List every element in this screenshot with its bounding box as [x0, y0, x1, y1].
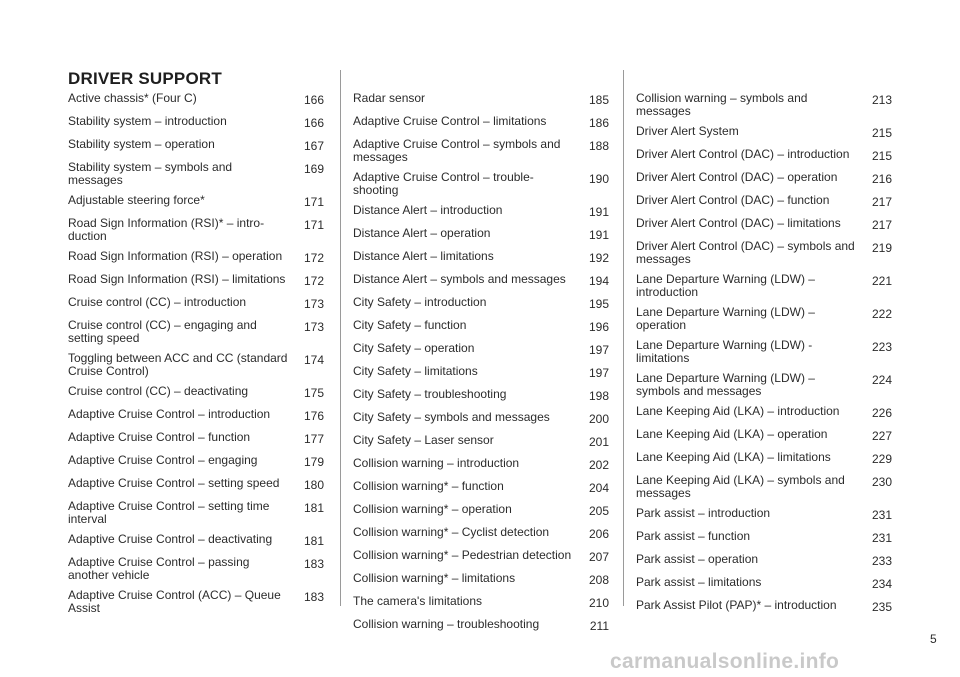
toc-entry-page: 219	[871, 241, 892, 255]
toc-entry-page: 181	[303, 534, 324, 548]
toc-entry[interactable]	[353, 388, 609, 403]
toc-entry[interactable]	[636, 553, 892, 568]
toc-entry-page: 205	[588, 504, 609, 518]
toc-entry[interactable]	[353, 411, 609, 426]
toc-entry-page: 185	[588, 93, 609, 107]
toc-entry-title: Driver Alert Control (DAC) – operation	[636, 170, 838, 184]
toc-entry-title: City Safety – troubleshooting	[353, 387, 507, 401]
toc-entry-page: 223	[871, 340, 892, 354]
toc-entry[interactable]	[636, 217, 892, 232]
toc-entry-title: Driver Alert Control (DAC) – function	[636, 193, 830, 207]
toc-entry[interactable]	[636, 339, 892, 365]
toc-entry-page: 197	[588, 343, 609, 357]
toc-entry[interactable]	[353, 365, 609, 380]
toc-entry-title: Collision warning – symbols and messages	[636, 91, 808, 118]
toc-entry[interactable]	[68, 138, 324, 153]
toc-entry-page: 224	[871, 373, 892, 387]
toc-entry-page: 213	[871, 93, 892, 107]
toc-entry[interactable]	[636, 507, 892, 522]
toc-entry-page: 230	[871, 475, 892, 489]
toc-entry-page: 175	[303, 386, 324, 400]
column-divider	[623, 70, 624, 606]
toc-entry[interactable]	[68, 296, 324, 311]
section-heading: DRIVER SUPPORT	[68, 69, 222, 88]
toc-entry[interactable]	[353, 434, 609, 449]
toc-entry-title: Adaptive Cruise Control – introduction	[68, 407, 271, 421]
toc-entry-page: 167	[303, 139, 324, 153]
toc-entry-title: Park Assist Pilot (PAP)* – introduction	[636, 598, 837, 612]
toc-entry[interactable]	[353, 138, 609, 164]
toc-entry[interactable]	[636, 194, 892, 209]
toc-entry[interactable]	[353, 457, 609, 472]
toc-entry-title: Adaptive Cruise Control – setting speed	[68, 476, 280, 490]
toc-entry[interactable]	[68, 352, 324, 378]
toc-entry-title: Distance Alert – introduction	[353, 203, 503, 217]
toc-entry[interactable]	[353, 273, 609, 288]
toc-entry[interactable]	[68, 477, 324, 492]
toc-entry-title: City Safety – introduction	[353, 295, 487, 309]
toc-entry[interactable]	[353, 204, 609, 219]
toc-entry-page: 216	[871, 172, 892, 186]
toc-entry[interactable]	[353, 549, 609, 564]
toc-entry-page: 169	[303, 162, 324, 176]
toc-entry-title: Cruise control (CC) – engaging and setting speed	[68, 318, 257, 345]
toc-entry-page: 221	[871, 274, 892, 288]
toc-entry-page: 196	[588, 320, 609, 334]
toc-entry-title: Distance Alert – limitations	[353, 249, 494, 263]
toc-entry-title: Lane Keeping Aid (LKA) – symbols and messages	[636, 473, 845, 500]
toc-entry-title: Lane Keeping Aid (LKA) – operation	[636, 427, 828, 441]
toc-entry-title: Active chassis* (Four C)	[68, 91, 197, 105]
toc-entry[interactable]	[68, 454, 324, 469]
toc-entry[interactable]	[636, 240, 892, 266]
toc-entry[interactable]	[353, 296, 609, 311]
toc-entry-title: Lane Departure Warning (LDW) – operation	[636, 305, 815, 332]
toc-entry[interactable]	[353, 503, 609, 518]
toc-entry-page: 194	[588, 274, 609, 288]
toc-entry-title: Lane Departure Warning (LDW) – introduction	[636, 272, 815, 299]
toc-entry-title: Adaptive Cruise Control – symbols and messages	[353, 137, 561, 164]
toc-entry-page: 231	[871, 508, 892, 522]
toc-entry[interactable]	[353, 342, 609, 357]
toc-column-1	[68, 92, 324, 622]
toc-entry-page: 171	[303, 195, 324, 209]
toc-entry[interactable]	[68, 556, 324, 582]
toc-entry-title: Driver Alert Control (DAC) – introduction	[636, 147, 850, 161]
toc-entry-page: 191	[588, 205, 609, 219]
toc-entry-page: 208	[588, 573, 609, 587]
toc-entry[interactable]	[68, 589, 324, 615]
toc-entry-page: 177	[303, 432, 324, 446]
toc-entry[interactable]	[353, 250, 609, 265]
toc-entry-title: Adjustable steering force*	[68, 193, 205, 207]
toc-entry-title: Collision warning* – function	[353, 479, 504, 493]
toc-entry[interactable]	[353, 572, 609, 587]
toc-entry[interactable]	[636, 576, 892, 591]
toc-entry-title: Park assist – function	[636, 529, 751, 543]
toc-entry-title: Distance Alert – symbols and messages	[353, 272, 566, 286]
toc-entry-page: 166	[303, 116, 324, 130]
toc-entry-page: 198	[588, 389, 609, 403]
toc-entry-title: Driver Alert Control (DAC) – limitations	[636, 216, 841, 230]
toc-entry[interactable]	[68, 217, 324, 243]
toc-entry[interactable]	[68, 194, 324, 209]
toc-entry-title: Road Sign Information (RSI)* – intro-duction	[68, 216, 265, 243]
toc-entry-title: Adaptive Cruise Control – passing another vehicle	[68, 555, 250, 582]
toc-entry-title: Collision warning – troubleshooting	[353, 617, 540, 631]
watermark: carmanualsonline.info	[610, 650, 840, 673]
toc-entry-page: 231	[871, 531, 892, 545]
toc-column-3	[636, 92, 892, 622]
toc-entry-page: 210	[588, 596, 609, 610]
toc-entry-page: 190	[588, 172, 609, 186]
toc-entry-title: Stability system – operation	[68, 137, 215, 151]
toc-entry-title: Stability system – symbols and messages	[68, 160, 233, 187]
toc-entry-title: Collision warning* – limitations	[353, 571, 516, 585]
toc-entry-page: 197	[588, 366, 609, 380]
toc-entry-title: Park assist – limitations	[636, 575, 762, 589]
toc-entry-title: Cruise control (CC) – deactivating	[68, 384, 249, 398]
toc-entry-page: 211	[589, 619, 609, 633]
toc-entry-title: Adaptive Cruise Control – engaging	[68, 453, 258, 467]
toc-entry-title: Adaptive Cruise Control – setting time interval	[68, 499, 270, 526]
toc-entry[interactable]	[68, 385, 324, 400]
column-divider	[340, 70, 341, 606]
toc-entry-page: 217	[871, 218, 892, 232]
toc-entry-page: 229	[871, 452, 892, 466]
toc-entry-title: Collision warning* – Cyclist detection	[353, 525, 550, 539]
toc-entry-page: 173	[303, 297, 324, 311]
toc-entry-page: 166	[303, 93, 324, 107]
toc-entry-page: 215	[871, 126, 892, 140]
toc-entry-page: 235	[871, 600, 892, 614]
toc-entry[interactable]	[353, 618, 609, 633]
toc-entry-title: Collision warning – introduction	[353, 456, 520, 470]
toc-entry[interactable]	[353, 92, 609, 107]
toc-entry-page: 226	[871, 406, 892, 420]
toc-entry[interactable]	[68, 500, 324, 526]
toc-entry-page: 222	[871, 307, 892, 321]
toc-entry-title: The camera's limitations	[353, 594, 482, 608]
toc-entry-page: 192	[588, 251, 609, 265]
toc-entry-title: Radar sensor	[353, 91, 426, 105]
toc-entry[interactable]	[68, 319, 324, 345]
toc-entry-page: 191	[588, 228, 609, 242]
toc-entry-title: Lane Keeping Aid (LKA) – limitations	[636, 450, 831, 464]
toc-entry-title: Cruise control (CC) – introduction	[68, 295, 247, 309]
toc-entry-page: 188	[588, 139, 609, 153]
page-number: 5	[930, 632, 937, 646]
toc-entry-title: City Safety – Laser sensor	[353, 433, 494, 447]
toc-entry-title: City Safety – symbols and messages	[353, 410, 550, 424]
toc-entry-title: Lane Departure Warning (LDW) – symbols and messages	[636, 371, 815, 398]
toc-entry-page: 181	[303, 501, 324, 515]
toc-entry[interactable]	[353, 526, 609, 541]
toc-entry[interactable]	[353, 171, 609, 197]
toc-entry[interactable]	[68, 92, 324, 107]
toc-entry[interactable]	[636, 125, 892, 140]
toc-entry-page: 172	[303, 251, 324, 265]
toc-entry[interactable]	[353, 595, 609, 610]
toc-entry[interactable]	[636, 530, 892, 545]
toc-entry[interactable]	[68, 161, 324, 187]
toc-entry[interactable]	[636, 306, 892, 332]
toc-entry-page: 215	[871, 149, 892, 163]
toc-entry-page: 217	[871, 195, 892, 209]
toc-entry-title: Collision warning* – operation	[353, 502, 512, 516]
toc-entry-page: 201	[588, 435, 609, 449]
toc-entry[interactable]	[636, 372, 892, 398]
toc-entry[interactable]	[68, 533, 324, 548]
toc-entry-title: Toggling between ACC and CC (standard Cruise Control)	[68, 351, 288, 378]
toc-entry-page: 172	[303, 274, 324, 288]
toc-column-2	[353, 92, 609, 641]
toc-entry-title: Driver Alert Control (DAC) – symbols and messages	[636, 239, 855, 266]
toc-entry-title: Park assist – introduction	[636, 506, 771, 520]
toc-entry-page: 173	[303, 320, 324, 334]
toc-entry-page: 195	[588, 297, 609, 311]
toc-entry-title: Adaptive Cruise Control (ACC) – Queue Assist	[68, 588, 281, 615]
toc-entry[interactable]	[636, 599, 892, 614]
toc-entry-page: 179	[303, 455, 324, 469]
toc-entry-title: Adaptive Cruise Control – function	[68, 430, 251, 444]
toc-entry-page: 176	[303, 409, 324, 423]
toc-entry[interactable]	[68, 250, 324, 265]
toc-entry[interactable]	[636, 428, 892, 443]
toc-entry-page: 233	[871, 554, 892, 568]
toc-entry-title: Park assist – operation	[636, 552, 759, 566]
toc-entry-title: Road Sign Information (RSI) – operation	[68, 249, 283, 263]
toc-entry[interactable]	[636, 92, 892, 118]
toc-entry-title: Road Sign Information (RSI) – limitations	[68, 272, 286, 286]
toc-entry[interactable]	[353, 115, 609, 130]
toc-entry[interactable]	[353, 480, 609, 495]
toc-entry[interactable]	[353, 227, 609, 242]
toc-entry[interactable]	[68, 408, 324, 423]
toc-entry-page: 207	[588, 550, 609, 564]
toc-entry[interactable]	[353, 319, 609, 334]
toc-entry-title: City Safety – function	[353, 318, 467, 332]
toc-entry-page: 183	[303, 557, 324, 571]
toc-entry-page: 204	[588, 481, 609, 495]
toc-entry-title: Driver Alert System	[636, 124, 739, 138]
toc-entry[interactable]	[68, 115, 324, 130]
toc-entry-page: 202	[588, 458, 609, 472]
toc-entry-title: Lane Departure Warning (LDW) - limitations	[636, 338, 813, 365]
toc-entry-title: Distance Alert – operation	[353, 226, 491, 240]
toc-entry-page: 227	[871, 429, 892, 443]
toc-entry-title: Adaptive Cruise Control – deactivating	[68, 532, 273, 546]
toc-entry-title: City Safety – limitations	[353, 364, 478, 378]
toc-entry[interactable]	[636, 148, 892, 163]
toc-entry-title: Stability system – introduction	[68, 114, 227, 128]
toc-entry[interactable]	[68, 273, 324, 288]
toc-entry-page: 174	[303, 353, 324, 367]
toc-entry-title: City Safety – operation	[353, 341, 475, 355]
toc-entry[interactable]	[636, 405, 892, 420]
toc-entry[interactable]	[636, 273, 892, 299]
toc-entry-page: 171	[303, 218, 324, 232]
toc-entry-page: 183	[303, 590, 324, 604]
toc-entry-page: 186	[588, 116, 609, 130]
toc-entry-page: 234	[871, 577, 892, 591]
toc-entry-page: 180	[303, 478, 324, 492]
toc-entry-title: Adaptive Cruise Control – trouble-shooting	[353, 170, 534, 197]
toc-entry-page: 200	[588, 412, 609, 426]
toc-entry-title: Lane Keeping Aid (LKA) – introduction	[636, 404, 840, 418]
toc-entry-title: Collision warning* – Pedestrian detection	[353, 548, 572, 562]
toc-entry-title: Adaptive Cruise Control – limitations	[353, 114, 547, 128]
toc-entry[interactable]	[636, 451, 892, 466]
toc-entry[interactable]	[68, 431, 324, 446]
toc-entry[interactable]	[636, 171, 892, 186]
toc-entry[interactable]	[636, 474, 892, 500]
toc-entry-page: 206	[588, 527, 609, 541]
